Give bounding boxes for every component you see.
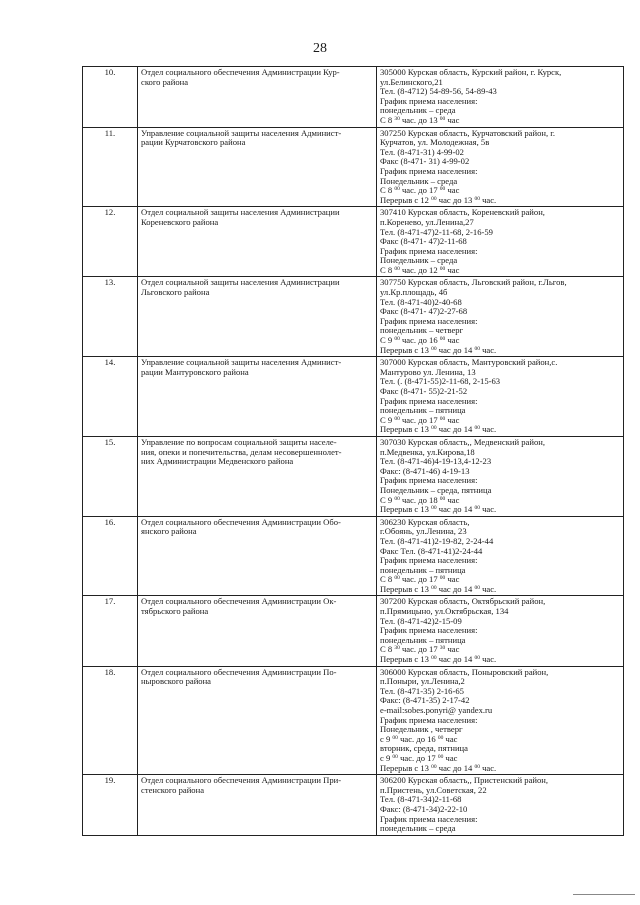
- contact-info-line: График приема населения:: [380, 813, 478, 824]
- contact-info-line: С 8 $^{30}$ час. до 13 $^{00}$ час: [380, 114, 460, 125]
- department-name: [138, 207, 377, 277]
- department-name: [138, 357, 377, 437]
- department-name: [138, 516, 377, 596]
- contact-info-line: Перерыв с 13 $^{00}$ час до 14 $^{00}$ час.: [380, 344, 497, 355]
- table-row: [83, 207, 624, 277]
- contact-info-line: Тел. (8-471-34)2-11-68: [380, 794, 462, 805]
- contact-info-line: с 9 $^{00}$ час. до 17 $^{00}$ час: [380, 752, 458, 763]
- department-name: [138, 67, 377, 128]
- table-row: [83, 596, 624, 666]
- table-row: [83, 516, 624, 596]
- department-name-line: ныровского района: [141, 676, 211, 687]
- table-row: [83, 436, 624, 516]
- contact-info-line: 307250 Курская область, Курчатовский район, г.: [380, 127, 555, 138]
- department-name-line: Отдел социальной защиты населения Администрации: [141, 277, 340, 288]
- contact-info-line: С 8 $^{30}$ час. до 17 $^{30}$ час: [380, 644, 460, 655]
- contact-info-line: г.Обоянь, ул.Ленина, 23: [380, 526, 467, 537]
- contact-info-line: Перерыв с 13 $^{00}$ час до 14 $^{00}$ час.: [380, 583, 497, 594]
- contact-info-line: 306000 Курская область, Поныровский район,: [380, 666, 549, 677]
- department-name-line: тябрьского района: [141, 606, 209, 617]
- department-name-line: Отдел социального обеспечения Администрации По-: [141, 666, 337, 677]
- contact-info-line: Факс (8-471- 55)2-21-52: [380, 386, 468, 396]
- contact-info-line: Тел. (8-471-35) 2-16-65: [380, 685, 464, 696]
- row-number: 12.: [83, 207, 138, 277]
- contact-info-line: График приема населения:: [380, 555, 478, 566]
- table-row: [83, 127, 624, 207]
- contact-info: [377, 666, 624, 775]
- contact-info-line: Перерыв с 13 $^{00}$ час до 14 $^{00}$ час.: [380, 504, 497, 515]
- contact-info-line: 307000 Курская область, Мантуровский район,с.: [380, 357, 558, 368]
- contact-info-line: Тел. (8-471-42)2-15-09: [380, 615, 462, 626]
- contact-info: [377, 277, 624, 357]
- contact-info-line: 307030 Курская область,, Медвенский район,: [380, 436, 545, 447]
- contact-info-line: Понедельник – среда: [380, 255, 458, 266]
- contact-info-line: Тел. (8-471-47)2-11-68, 2-16-59: [380, 226, 493, 237]
- contact-info-line: График приема населения:: [380, 165, 478, 176]
- row-number: 11.: [83, 127, 138, 207]
- table-row: [83, 666, 624, 775]
- contact-info-line: Понедельник – среда: [380, 175, 458, 186]
- contact-info: [377, 775, 624, 836]
- contact-info-line: Тел. (8-471-40)2-40-68: [380, 296, 462, 307]
- department-name-line: Отдел социального обеспечения Администрации Кур-: [141, 67, 340, 77]
- contact-info-line: 306200 Курская область,, Пристенский район,: [380, 775, 549, 786]
- contact-info-line: Факс (8-471- 31) 4-99-02: [380, 156, 470, 167]
- department-name: [138, 436, 377, 516]
- table-row: [83, 775, 624, 836]
- contact-info-line: График приема населения:: [380, 95, 478, 106]
- contact-info-line: График приема населения:: [380, 714, 478, 725]
- contact-info: [377, 596, 624, 666]
- department-name-line: ского района: [141, 76, 189, 87]
- contact-info: [377, 516, 624, 596]
- department-name-line: ния, опеки и попечительства, делам несовершеннолет-: [141, 446, 342, 457]
- contact-info-line: ул.Белинского,21: [380, 76, 443, 87]
- contact-info-line: Перерыв с 12 $^{00}$ час до 13 $^{00}$ час.: [380, 194, 497, 205]
- contact-info-line: Тел. (8-471-31) 4-99-02: [380, 146, 464, 157]
- department-name-line: Управление социальной защиты населения Админист-: [141, 127, 342, 138]
- contact-info-line: Перерыв с 13 $^{00}$ час до 14 $^{00}$ час.: [380, 762, 497, 773]
- department-name-line: рации Курчатовского района: [141, 137, 246, 148]
- contact-info: [377, 67, 624, 128]
- department-name: [138, 775, 377, 836]
- contact-info-line: 307200 Курская область, Октябрьский район,: [380, 596, 546, 607]
- contact-info-line: Факс: (8-471-35) 2-17-42: [380, 695, 470, 706]
- contact-info-line: Мантурово ул. Ленина, 13: [380, 366, 476, 377]
- row-number: 10.: [83, 67, 138, 128]
- social-services-table: [82, 66, 624, 836]
- contact-info: [377, 436, 624, 516]
- department-name-line: стенского района: [141, 784, 205, 795]
- contact-info-line: 306230 Курская область,: [380, 516, 470, 527]
- department-name-line: Управление социальной защиты населения Админист-: [141, 357, 342, 368]
- department-name-line: Отдел социального обеспечения Администрации При-: [141, 775, 342, 786]
- contact-info-line: График приема населения:: [380, 245, 478, 256]
- contact-info-line: 305000 Курская область, Курский район, г. Курск,: [380, 67, 562, 77]
- department-name: [138, 277, 377, 357]
- row-number: 15.: [83, 436, 138, 516]
- contact-info-line: Тел. (8-4712) 54-89-56, 54-89-43: [380, 86, 497, 97]
- row-number: 18.: [83, 666, 138, 775]
- contact-info-line: e-mail:sobes.ponyri@ yandex.ru: [380, 705, 493, 715]
- contact-info-line: понедельник – среда: [380, 105, 456, 116]
- table-row: [83, 67, 624, 128]
- table-body: [83, 67, 624, 836]
- department-name-line: Отдел социальной защиты населения Администрации: [141, 207, 340, 218]
- department-name: [138, 596, 377, 666]
- department-name-line: них Администрации Медвенского района: [141, 456, 294, 467]
- contact-info-line: Факс (8-471- 47)2-27-68: [380, 306, 468, 317]
- department-name-line: Льговского района: [141, 287, 210, 298]
- contact-info-line: вторник, среда, пятница: [380, 743, 468, 754]
- contact-info-line: С 9 $^{00}$ час. до 18 $^{00}$ час: [380, 494, 460, 505]
- department-name-line: рации Мантуровского района: [141, 366, 249, 377]
- department-name-line: Отдел социального обеспечения Администрации Ок-: [141, 596, 337, 607]
- department-name-line: янского района: [141, 526, 197, 537]
- contact-info-line: Понедельник – среда, пятница: [380, 484, 492, 495]
- row-number: 16.: [83, 516, 138, 596]
- contact-info: [377, 357, 624, 437]
- page-edge-line: [573, 894, 635, 895]
- contact-info: [377, 127, 624, 207]
- department-name: [138, 127, 377, 207]
- page-number: 28: [313, 41, 327, 56]
- contact-info-line: понедельник – четверг: [380, 325, 464, 336]
- row-number: 19.: [83, 775, 138, 836]
- contact-info-line: С 8 $^{00}$ час. до 17 $^{00}$ час: [380, 185, 460, 196]
- table-row: [83, 357, 624, 437]
- contact-info-line: Понедельник , четверг: [380, 724, 463, 735]
- contact-info-line: С 9 $^{00}$ час. до 16 $^{00}$ час: [380, 335, 460, 346]
- department-name-line: Управление по вопросам социальной защиты населе-: [141, 436, 337, 447]
- contact-info-line: С 8 $^{00}$ час. до 12 $^{00}$ час: [380, 264, 460, 275]
- row-number: 14.: [83, 357, 138, 437]
- contact-info-line: Тел. (8-471-46)4-19-13,4-12-23: [380, 456, 492, 467]
- department-name-line: Кореневского района: [141, 216, 219, 227]
- contact-info-line: График приема населения:: [380, 315, 478, 326]
- contact-info-line: Курчатов, ул. Молодежная, 5в: [380, 137, 490, 148]
- contact-info-line: с 9 $^{00}$ час. до 16 $^{00}$ час: [380, 733, 458, 744]
- contact-info-line: С 8 $^{00}$ час. до 17 $^{00}$ час: [380, 574, 460, 585]
- contact-info-line: понедельник – пятница: [380, 634, 466, 645]
- contact-info-line: График приема населения:: [380, 395, 478, 406]
- row-number: 17.: [83, 596, 138, 666]
- contact-info-line: Факс: (8-471-46) 4-19-13: [380, 465, 470, 476]
- contact-info-line: 307410 Курская область, Кореневский район,: [380, 207, 545, 218]
- contact-info-line: п.Прямицыно, ул.Октябрьская, 134: [380, 606, 509, 617]
- department-name-line: Отдел социального обеспечения Администрации Обо-: [141, 516, 341, 527]
- contact-info-line: п.Медвенка, ул.Кирова,18: [380, 446, 475, 457]
- row-number: 13.: [83, 277, 138, 357]
- contact-info-line: Тел. (. (8-471-55)2-11-68, 2-15-63: [380, 376, 501, 387]
- contact-info-line: понедельник – пятница: [380, 564, 466, 575]
- contact-info-line: График приема населения:: [380, 475, 478, 486]
- table-row: [83, 277, 624, 357]
- contact-info-line: Факс Тел. (8-471-41)2-24-44: [380, 545, 483, 556]
- department-name: [138, 666, 377, 775]
- contact-info-line: Перерыв с 13 $^{00}$ час до 14 $^{00}$ час.: [380, 424, 497, 435]
- contact-info-line: Перерыв с 13 $^{00}$ час до 14 $^{00}$ час.: [380, 654, 497, 665]
- contact-info-line: п.Пристень, ул.Советская, 22: [380, 784, 487, 795]
- contact-info: [377, 207, 624, 277]
- contact-info-line: понедельник – среда: [380, 823, 456, 834]
- contact-info-line: График приема населения:: [380, 625, 478, 636]
- contact-info-line: Факс: (8-471-34)2-22-10: [380, 803, 468, 814]
- contact-info-line: 307750 Курская область, Льговский район, г.Льгов,: [380, 277, 567, 288]
- contact-info-line: С 9 $^{00}$ час. до 17 $^{00}$ час: [380, 414, 460, 425]
- contact-info-line: понедельник – пятница: [380, 405, 466, 416]
- contact-info-line: Тел. (8-471-41)2-19-82, 2-24-44: [380, 535, 494, 546]
- contact-info-line: п.Коренево, ул.Ленина,27: [380, 216, 474, 227]
- contact-info-line: Факс (8-471- 47)2-11-68: [380, 236, 467, 247]
- contact-info-line: п.Поныри, ул.Ленина,2: [380, 676, 465, 687]
- contact-info-line: ул.Кр.площадь, 4б: [380, 287, 448, 298]
